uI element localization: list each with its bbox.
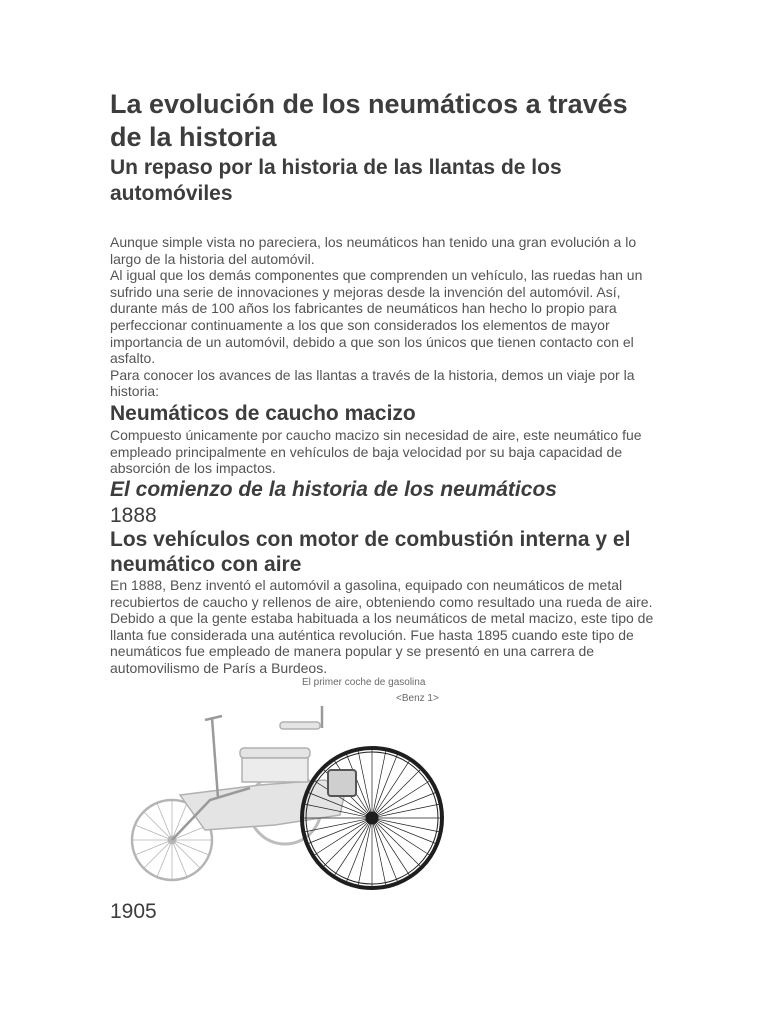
intro-paragraph-3: Para conocer los avances de las llantas a través de la historia, demos un viaje por la historia: <box>110 366 635 400</box>
heading-neumatico-con-aire: Los vehículos con motor de combustión interna y el neumático con aire <box>110 528 631 576</box>
year-1888: 1888 <box>110 504 157 527</box>
figure-caption-model: <Benz 1> <box>396 693 439 704</box>
engine-block <box>328 770 356 796</box>
benz-car-illustration <box>110 700 450 900</box>
paragraph-neumatico-con-aire: En 1888, Benz inventó el automóvil a gasolina, equipado con neumáticos de metal recubiertos de caucho y rellenos de aire, obteniendo como resultado una rueda de aire. Debido a que la gente estaba habituada a los neumáticos de metal macizo, este tipo de llanta fue considerada una auténtica revolución. Fue hasta 1895 cuando este tipo de neumáticos fue empleado de manera popular y se presentó en una carrera de automovilismo de París a Burdeos. <box>110 577 654 676</box>
intro-paragraph-2: Al igual que los demás componentes que comprenden un vehículo, las ruedas han un sufrido una serie de innovaciones y mejoras desde la invención del automóvil. Así, durante más de 100 años los fabricantes de neumáticos han hecho lo propio para perfeccionar continuamente a los que son considerados los elementos de mayor importancia de un automóvil, debido a que son los únicos que tienen contacto con el asfalto. <box>110 267 643 367</box>
heading-comienzo-historia: El comienzo de la historia de los neumáticos <box>110 478 557 501</box>
article-title: La evolución de los neumáticos a través de la historia <box>110 89 628 152</box>
paragraph-caucho-macizo: Compuesto únicamente por caucho macizo sin necesidad de aire, este neumático fue empleado principalmente en vehículos de baja velocidad por su baja capacidad de absorción de los impactos. <box>110 427 642 477</box>
rear-right-wheel <box>302 748 442 888</box>
heading-caucho-macizo: Neumáticos de caucho macizo <box>110 402 416 425</box>
intro-block <box>110 234 658 400</box>
car-body <box>180 722 345 830</box>
figure-caption-title: El primer coche de gasolina <box>302 677 426 688</box>
article-subtitle: Un repaso por la historia de las llantas de los automóviles <box>110 156 562 205</box>
year-1905: 1905 <box>110 900 157 923</box>
intro-paragraph-1: Aunque simple vista no pareciera, los neumáticos han tenido una gran evolución a lo largo de la historia del automóvil. <box>110 234 637 267</box>
